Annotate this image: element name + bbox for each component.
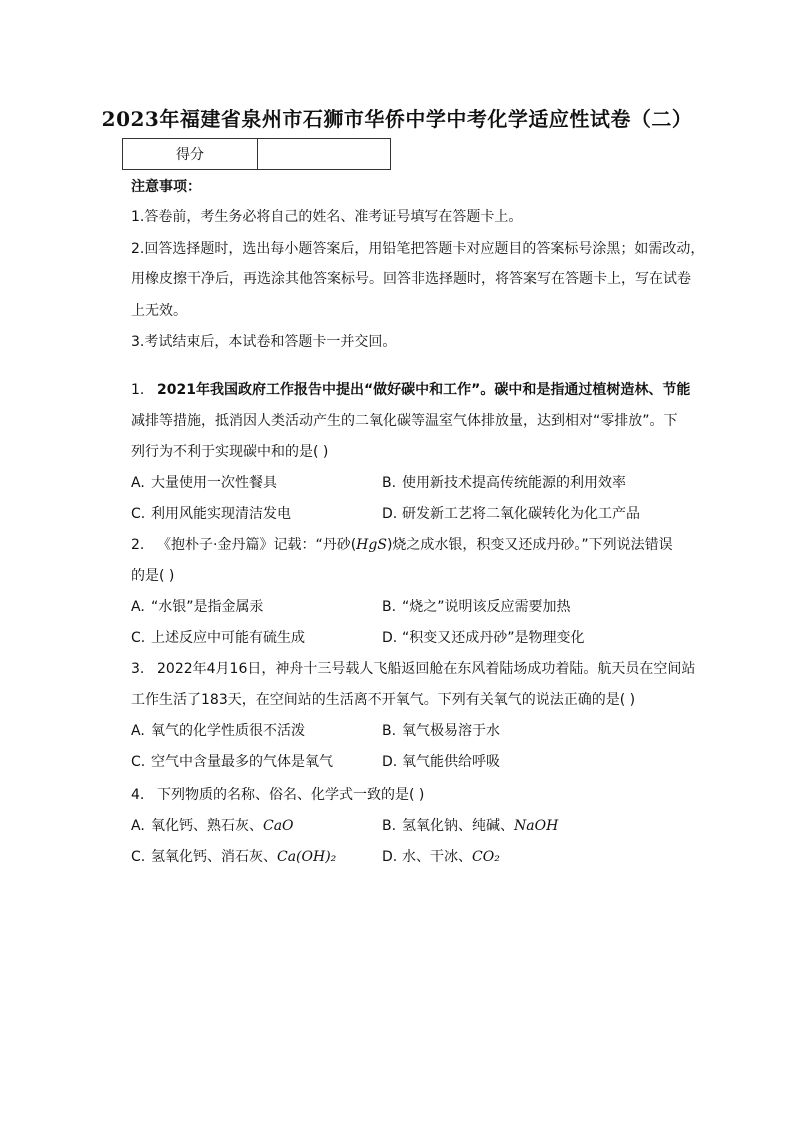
option-c[interactable] — [131, 628, 305, 648]
option-text: 氢氧化钠、纯碱、 — [402, 818, 514, 834]
chemical-formula: CaO — [263, 818, 294, 834]
option-d[interactable] — [382, 628, 585, 648]
option-label: C. — [131, 754, 146, 770]
option-text: “积变又还成丹砂”是物理变化 — [402, 630, 585, 646]
option-text: 上述反应中可能有硫生成 — [151, 630, 305, 646]
option-label: B. — [382, 818, 397, 834]
option-text: 大量使用一次性餐具 — [151, 475, 277, 491]
question-number: 1. — [131, 382, 145, 398]
option-label: B. — [382, 475, 397, 491]
option-label: D. — [382, 506, 398, 522]
option-b[interactable] — [382, 721, 500, 741]
option-b[interactable] — [382, 597, 571, 617]
option-label: D. — [382, 849, 398, 865]
option-a[interactable] — [131, 816, 294, 836]
score-value-cell — [258, 139, 391, 170]
option-label: A. — [131, 818, 145, 834]
question-1-line — [131, 380, 690, 400]
notice-heading: 注意事项： — [131, 179, 201, 195]
option-text: 研发新工艺将二氧化碳转化为化工产品 — [402, 506, 640, 522]
option-c[interactable] — [131, 752, 333, 772]
question-number: 3. — [131, 661, 145, 677]
question-text: )烧之成水银，积变又还成丹砂。”下列说法错误 — [386, 537, 673, 553]
option-label: C. — [131, 849, 146, 865]
option-d[interactable] — [382, 504, 640, 524]
option-text: 氧气能供给呼吸 — [402, 754, 500, 770]
chemical-formula: HgS — [356, 537, 387, 553]
question-text: 2022年4月16日，神舟十三号载人飞船返回舱在东风着陆场成功着陆。航天员在空间站 — [157, 661, 696, 677]
question-4-line — [131, 785, 424, 805]
notice-line: 2.回答选择题时，选出每小题答案后，用铅笔把答题卡对应题目的答案标号涂黑；如需改动， — [131, 241, 705, 257]
score-table — [122, 138, 391, 170]
notice-line: 用橡皮擦干净后，再选涂其他答案标号。回答非选择题时，将答案写在答题卡上，写在试卷 — [131, 271, 691, 287]
question-text: 下列物质的名称、俗名、化学式一致的是( ) — [157, 787, 425, 803]
question-number: 2. — [131, 537, 145, 553]
question-text: 2021年我国政府工作报告中提出“做好碳中和工作”。碳中和是指通过植树造林、节能 — [157, 382, 691, 398]
option-text: 利用风能实现清洁发电 — [151, 506, 291, 522]
option-text: 氢氧化钙、消石灰、 — [151, 849, 277, 865]
option-label: A. — [131, 723, 145, 739]
question-1-line: 减排等措施，抵消因人类活动产生的二氧化碳等温室气体排放量，达到相对“零排放”。下 — [131, 413, 678, 429]
option-label: C. — [131, 506, 146, 522]
option-d[interactable] — [382, 847, 500, 867]
question-3-line: 工作生活了183天，在空间站的生活离不开氧气。下列有关氧气的说法正确的是( ) — [131, 692, 636, 708]
option-label: D. — [382, 630, 398, 646]
question-2-line — [131, 535, 673, 555]
option-text: 氧化钙、熟石灰、 — [151, 818, 263, 834]
score-label: 得分 — [123, 139, 258, 170]
option-a[interactable] — [131, 721, 305, 741]
option-text: 使用新技术提高传统能源的利用效率 — [402, 475, 626, 491]
option-text: “水银”是指金属汞 — [151, 599, 264, 615]
option-text: “烧之”说明该反应需要加热 — [402, 599, 571, 615]
option-a[interactable] — [131, 597, 264, 617]
option-a[interactable] — [131, 473, 277, 493]
option-c[interactable] — [131, 504, 291, 524]
option-text: 氧气的化学性质很不活泼 — [151, 723, 305, 739]
question-2-line: 的是( ) — [131, 568, 175, 584]
option-b[interactable] — [382, 473, 626, 493]
page-title: 2023年福建省泉州市石狮市华侨中学中考化学适应性试卷（二） — [101, 107, 693, 131]
question-3-line — [131, 659, 695, 679]
option-text: 氧气极易溶于水 — [402, 723, 500, 739]
option-text: 水、干冰、 — [402, 849, 472, 865]
notice-line: 上无效。 — [131, 303, 187, 319]
option-label: A. — [131, 599, 145, 615]
option-label: A. — [131, 475, 145, 491]
option-label: B. — [382, 599, 397, 615]
notice-line: 1.答卷前，考生务必将自己的姓名、准考证号填写在答题卡上。 — [131, 209, 523, 225]
option-b[interactable] — [382, 816, 558, 836]
option-d[interactable] — [382, 752, 500, 772]
notice-line: 3.考试结束后，本试卷和答题卡一并交回。 — [131, 334, 397, 350]
option-label: B. — [382, 723, 397, 739]
question-1-line: 列行为不利于实现碳中和的是( ) — [131, 444, 329, 460]
option-label: D. — [382, 754, 398, 770]
chemical-formula: Ca(OH)₂ — [277, 849, 337, 865]
option-text: 空气中含量最多的气体是氧气 — [151, 754, 333, 770]
option-label: C. — [131, 630, 146, 646]
chemical-formula: NaOH — [514, 818, 559, 834]
chemical-formula: CO₂ — [472, 849, 500, 865]
question-text: 《抱朴子·金丹篇》记载：“丹砂( — [157, 537, 357, 553]
option-c[interactable] — [131, 847, 336, 867]
question-number: 4. — [131, 787, 145, 803]
